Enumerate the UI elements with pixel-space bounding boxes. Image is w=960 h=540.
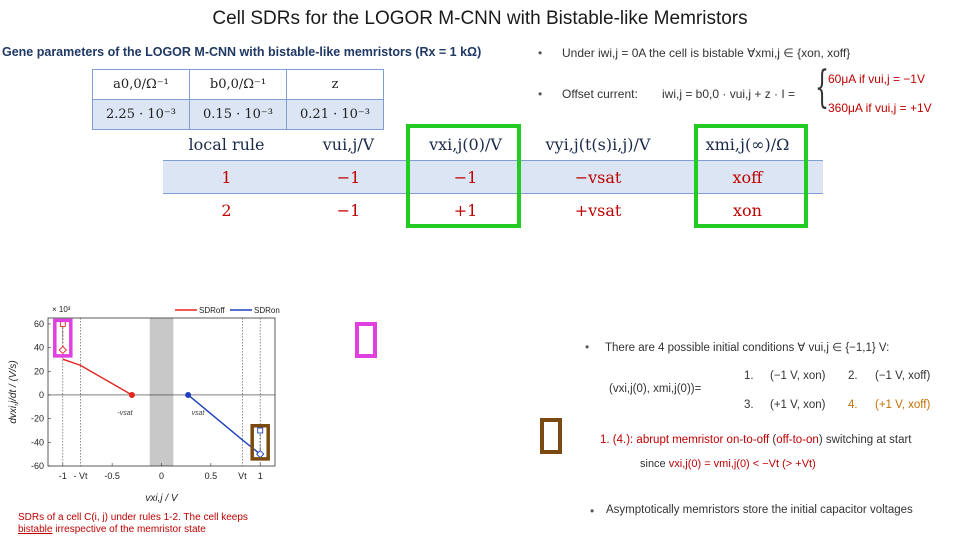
rule2-xm: xon <box>672 194 823 227</box>
caption-line-2 <box>18 524 248 536</box>
param-value-b: 0.15 · 10⁻³ <box>190 100 287 130</box>
offset-case-1: 60μA if vui,j = −1V <box>828 72 925 86</box>
rules-header-vu: vui,j/V <box>290 128 407 161</box>
x-tick-label: 0.5 <box>204 471 218 481</box>
caption-rest: irrespective of the memristor state <box>52 524 206 535</box>
since-clause: since vxi,j(0) = vmi,j(0) < −Vt (> +Vt) <box>640 458 816 470</box>
offset-label: Offset current: <box>562 87 638 101</box>
asymptotic-statement: Asymptotically memristors store the initial capacitor voltages <box>606 504 913 516</box>
rule2-vy: +vsat <box>524 194 672 227</box>
gene-params-heading: Gene parameters of the LOGOR M-CNN with bistable-like memristors (Rx = 1 kΩ) <box>2 45 482 59</box>
switching-statement: 1. (4.): abrupt memristor on-to-off (off-to-on) switching at start <box>600 434 912 446</box>
series-line <box>63 359 132 395</box>
offset-case-2: 360μA if vui,j = +1V <box>828 101 932 115</box>
x-tick-label: -1 <box>58 471 67 481</box>
green-highlight-vx0 <box>406 124 521 228</box>
param-header-a: a0,0/Ω⁻¹ <box>93 70 190 100</box>
x-tick-label: 1 <box>257 471 263 481</box>
rule2-id: 2 <box>163 194 290 227</box>
x-tick-label: 0 <box>158 471 165 481</box>
vsat-annotation: -vsat <box>117 410 133 418</box>
y-axis-label: dvxi,j/dt / (V/s) <box>8 360 19 424</box>
bullet-dot: • <box>538 87 543 101</box>
cond3: (+1 V, xon) <box>770 399 826 411</box>
rule1-vx0: −1 <box>407 161 524 194</box>
sdr-chart <box>0 296 320 514</box>
bullet-dot: • <box>538 46 543 60</box>
cond1-num: 1. <box>744 370 754 382</box>
cond4: (+1 V, xoff) <box>875 399 931 411</box>
green-highlight-xm <box>694 124 808 228</box>
brown-marker-box <box>540 418 562 454</box>
x-tick-label-vt: Vt <box>238 471 247 481</box>
cond1: (−1 V, xon) <box>770 370 826 382</box>
rules-header-rule: local rule <box>163 128 290 161</box>
y-multiplier: × 10³ <box>52 305 71 314</box>
x-axis-label: vxi,j / V <box>145 493 178 504</box>
caption-line-1: SDRs of a cell C(i, j) under rules 1-2. The cell keeps <box>18 512 248 523</box>
legend-label: SDRoff <box>199 306 225 315</box>
pair-label: (vxi,j(0), xmi,j(0))= <box>609 383 702 395</box>
rules-header-vx0: vxi,j(0)/V <box>407 128 524 161</box>
magenta-marker-box <box>355 322 377 358</box>
rule2-vx0: +1 <box>407 194 524 227</box>
gene-params-table <box>92 69 384 130</box>
rule1-xm: xoff <box>672 161 823 194</box>
rule1-vu: −1 <box>290 161 407 194</box>
end-marker <box>59 346 66 353</box>
bullet-dot: • <box>585 340 590 354</box>
case-brace: { <box>815 62 829 113</box>
equilibrium-point <box>129 392 135 398</box>
vsat-annotation: vsat <box>191 410 205 418</box>
start-marker <box>258 428 263 433</box>
caption-bistable: bistable <box>18 524 53 535</box>
rule1-vy: −vsat <box>524 161 672 194</box>
slide-title: Cell SDRs for the LOGOR M-CNN with Bistable-like Memristors <box>212 8 748 29</box>
series-line <box>188 395 260 454</box>
legend-label: SDRon <box>254 306 280 315</box>
rules-header-xm: xmi,j(∞)/Ω <box>672 128 823 161</box>
param-value-z: 0.21 · 10⁻³ <box>287 100 384 130</box>
cond4-num: 4. <box>848 399 858 411</box>
param-value-a: 2.25 · 10⁻³ <box>93 100 190 130</box>
chart-caption <box>18 512 248 536</box>
rules-header-vy: vyi,j(t(s)i,j)/V <box>524 128 672 161</box>
y-tick-label: -60 <box>30 461 44 471</box>
y-tick-label: 20 <box>33 366 44 377</box>
y-tick-label: 60 <box>33 318 44 329</box>
y-tick-label: -40 <box>30 437 44 448</box>
x-tick-label-vt: - Vt <box>73 471 88 481</box>
cond2: (−1 V, xoff) <box>875 370 931 382</box>
x-tick-label: -0.5 <box>104 471 120 481</box>
shaded-band <box>150 318 174 466</box>
equilibrium-point <box>185 392 191 398</box>
bullet-dot: • <box>590 504 595 518</box>
y-tick-label: 40 <box>33 342 44 353</box>
y-tick-label: -20 <box>30 413 44 424</box>
start-marker <box>60 321 65 326</box>
initial-conditions-text: There are 4 possible initial conditions ∀ vui,j ∈ {−1,1} V: <box>605 342 890 354</box>
cond3-num: 3. <box>744 399 754 411</box>
rule1-id: 1 <box>163 161 290 194</box>
cond2-num: 2. <box>848 370 858 382</box>
rule2-vu: −1 <box>290 194 407 227</box>
param-header-z: z <box>287 70 384 100</box>
bistable-statement: Under iwi,j = 0A the cell is bistable ∀xmi,j ∈ {xon, xoff} <box>562 46 851 60</box>
param-header-b: b0,0/Ω⁻¹ <box>190 70 287 100</box>
offset-expression: iwi,j = b0,0 · vui,j + z · I = <box>662 87 796 101</box>
y-tick-label: 0 <box>38 389 44 400</box>
